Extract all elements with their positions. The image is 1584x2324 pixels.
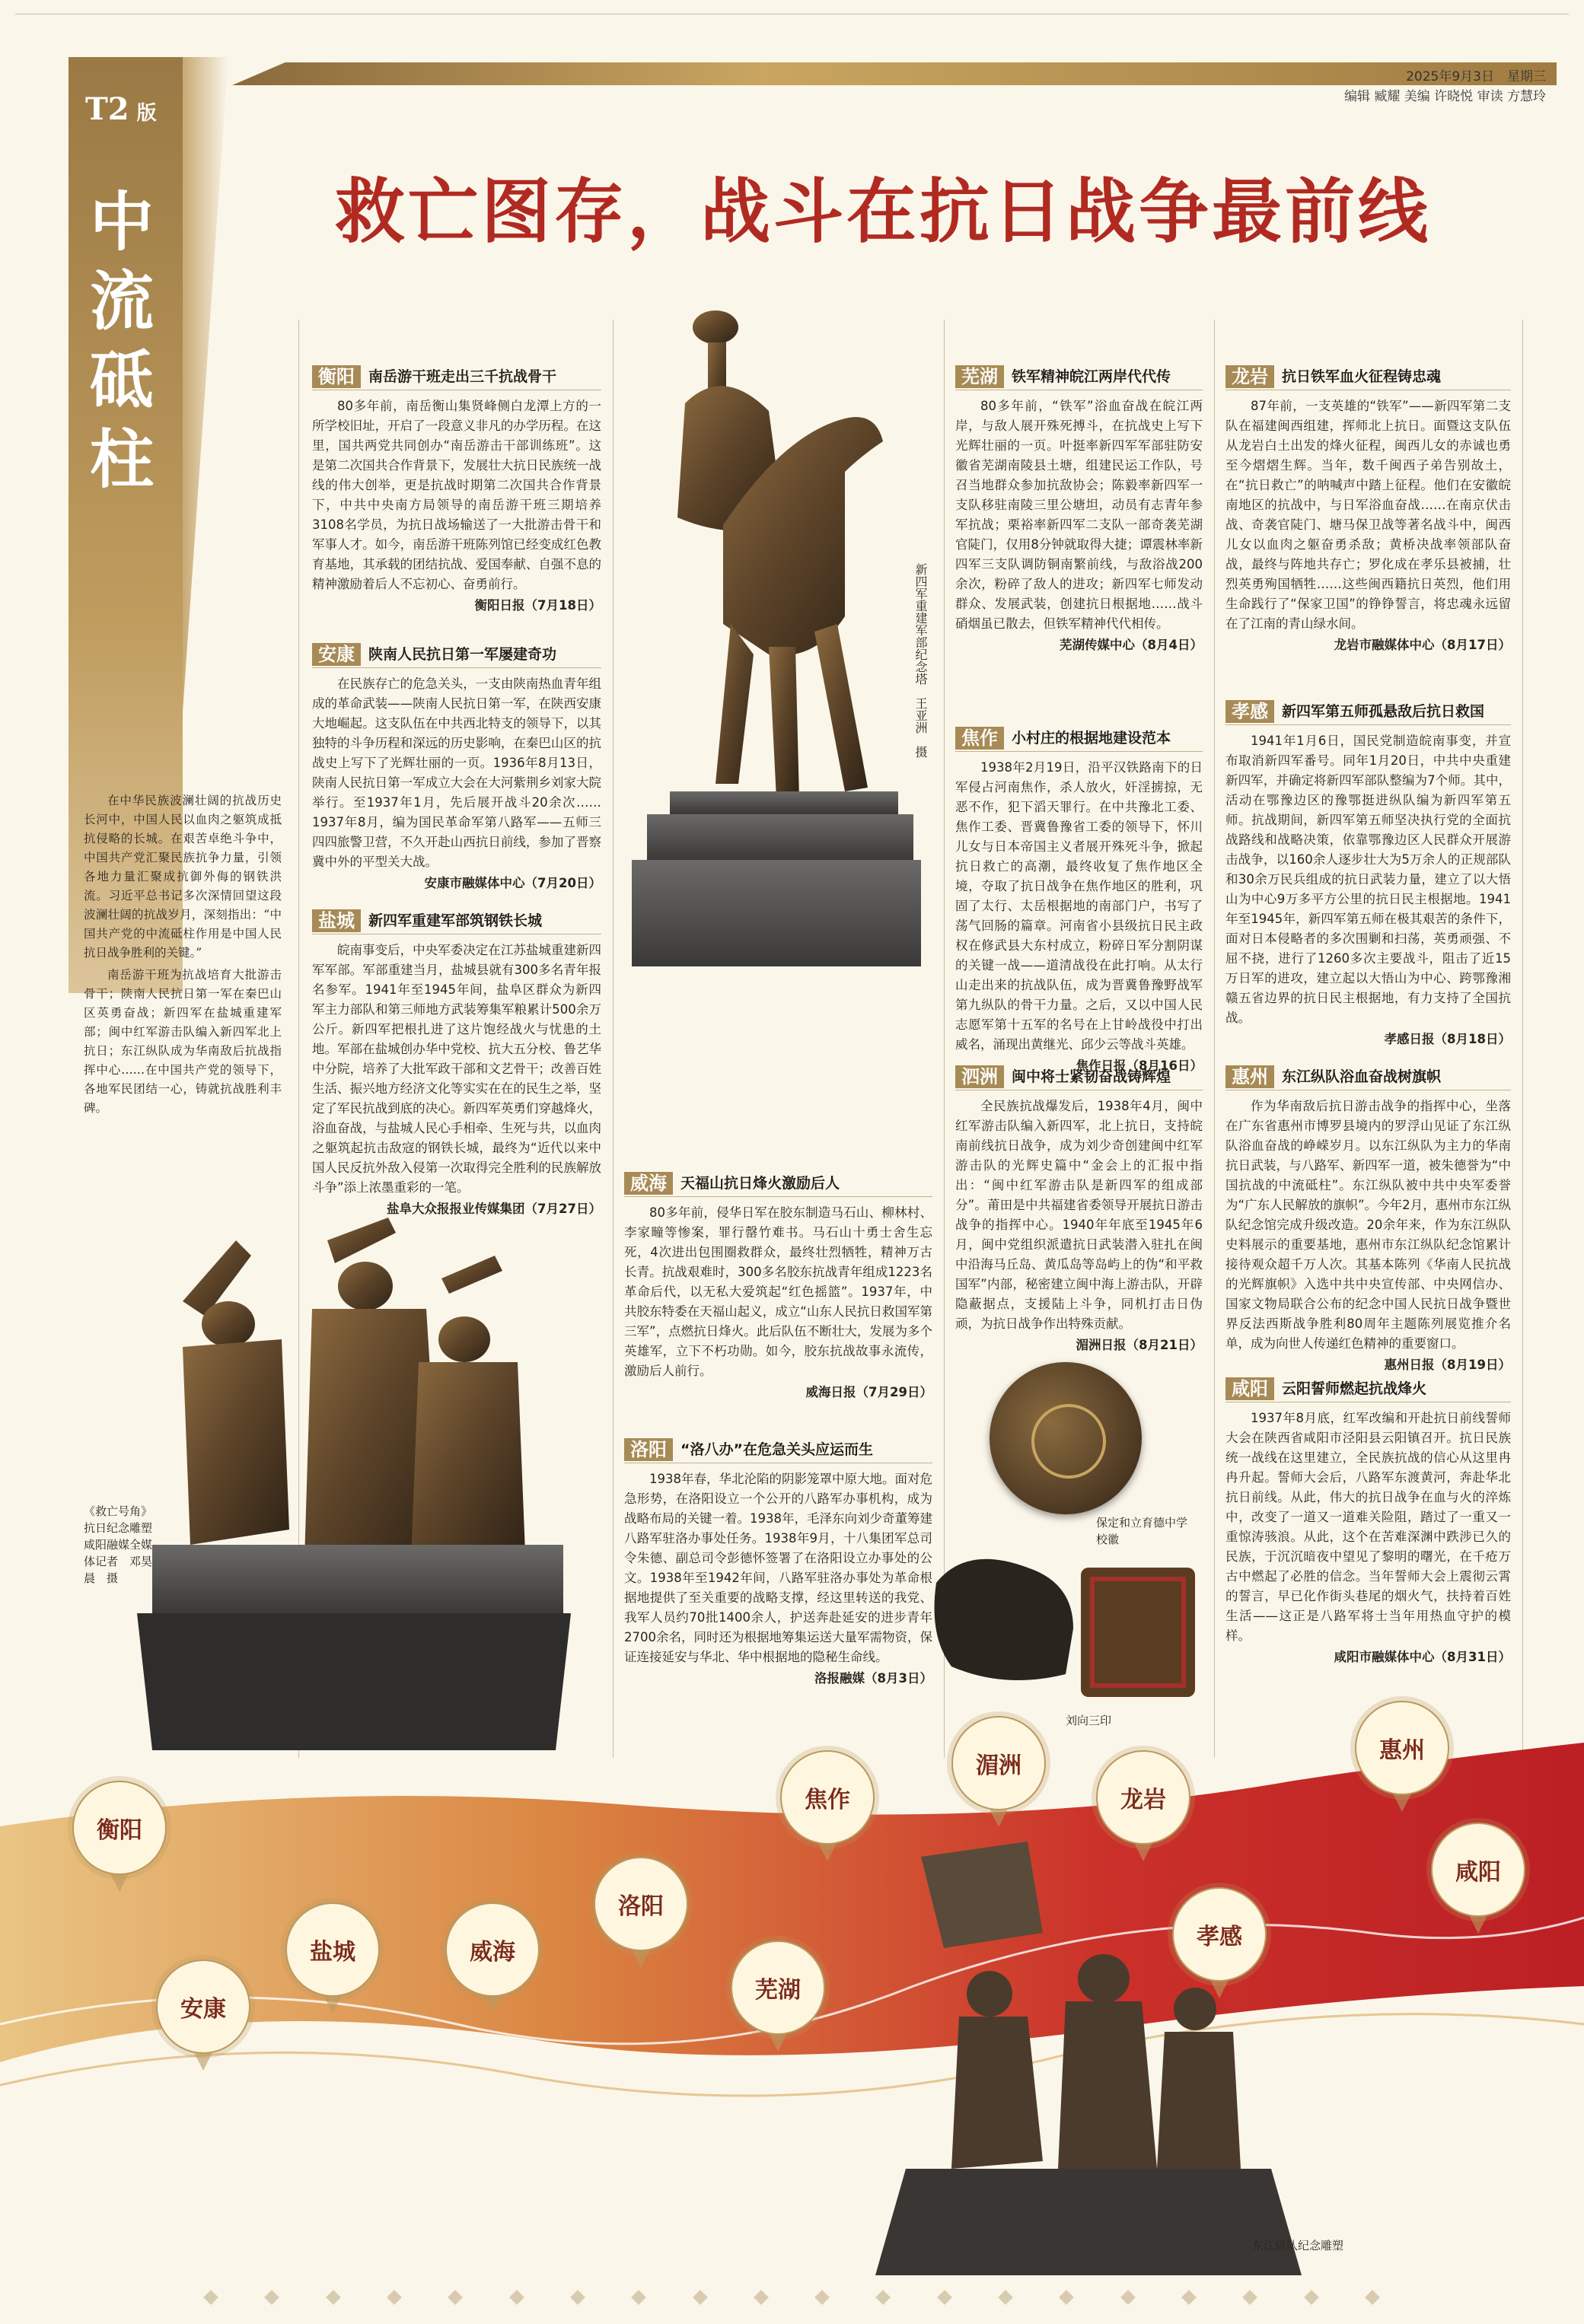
caption-center-statue: 新四军重建军部纪念塔 王亚洲 摄 (913, 563, 928, 758)
article-body: 80多年前，侵华日军在胶东制造马石山、柳林村、李家疃等惨案，罪行罄竹难书。马石山十勇士舍生忘死，4次进出包围圈救群众，最终壮烈牺牲，精神万古长青。抗战艰难时，300多名胶东抗战青年组成1223名革命后代，以无私大爱筑起“红色摇篮”。1937年，中共胶东特委在天福山起义，成立“山东人民抗日救国军第三军”，点燃抗日烽火。此后队伍不断壮大，发展为多个英雄军，立下不朽功勋。如今，胶东抗战故事永流传，激励后人前行。 (624, 1205, 932, 1378)
article-title: “洛八办”在危急关头应运而生 (680, 1441, 873, 1458)
article-huizhou (1225, 1065, 1511, 1375)
timeline-node-huizhou: 惠州 (1355, 1701, 1449, 1795)
timeline-node-jiaozuo: 焦作 (780, 1750, 875, 1845)
article-weihai (624, 1172, 932, 1402)
timeline-node-weihai: 威海 (445, 1902, 540, 1997)
timeline-node-wuhu: 芜湖 (731, 1940, 825, 2035)
article-source: 湄洲日报（8月21日） (1076, 1338, 1203, 1352)
timeline-node-xiaogan: 孝感 (1172, 1887, 1267, 1982)
seal-photo (921, 1537, 1203, 1705)
timeline-node-yancheng: 盐城 (285, 1902, 380, 1997)
article-title: 抗日铁军血火征程铸忠魂 (1282, 368, 1442, 385)
article-title: 小村庄的根据地建设范本 (1012, 730, 1171, 747)
intro-paragraph: 南岳游干班为抗战培育大批游击骨干；陕南人民抗日第一军在秦巴山区英勇奋战；新四军在盐城重建军部；闽中红军游击队编入新四军北上抗日；东江纵队成为华南敌后抗战指挥中心……在中国共产党的领导下，各地军民团结一心，铸就抗战胜利丰碑。 (84, 968, 282, 1115)
article-body: 皖南事变后，中央军委决定在江苏盐城重建新四军军部。军部重建当月，盐城县就有300多名青年报名参军。1941年至1945年间，盐阜区群众为新四军主力部队和第三师地方武装筹集军粮累计500余万公斤。新四军把根扎进了这片饱经战火与忧患的土地。军部在盐城创办华中党校、抗大五分校、鲁艺华中分院，培养了大批军政干部和文艺骨干；改善百姓生活、振兴地方经济文化等实实在在的民生之举，坚定了军民抗战到底的决心。新四军英勇们穿越烽火，浴血奋战，与盐城人民心手相牵、生死与共，以血肉之躯筑起抗击敌寇的钢铁长城，最终为“近代以来中国人民反抗外敌入侵第一次取得完全胜利的民族解放斗争”添上浓墨重彩的一笔。 (312, 943, 601, 1195)
timeline-node-ankang: 安康 (156, 1959, 250, 2054)
article-body: 1941年1月6日，国民党制造皖南事变，并宣布取消新四军番号。同年1月20日，中共中央重建新四军，并确定将新四军部队整编为7个师。其中，活动在鄂豫边区的豫鄂挺进纵队编为新四军第五师。抗战期间，新四军第五师坚决执行党的全面抗战路线和战略决策，依靠鄂豫边区人民群众开展游击战争，以160余人逐步壮大为5万余人的正规部队和30余万民兵组成的抗日武装力量，建立了以大悟山为中心9万多平方公里的抗日民主根据地。1941年至1945年，新四军第五师在极其艰苦的条件下，面对日本侵略者的多次围剿和扫荡，英勇顽强、不屈不挠，进行了1260多次主要战斗，阻击了近15万日军的进攻，建立起以大悟山为中心、跨鄂豫湘赣五省边界的抗日民主根据地，有力支持了全国抗战。 (1225, 734, 1511, 1025)
article-longyan (1225, 365, 1511, 655)
article-source: 威海日报（7月29日） (805, 1385, 932, 1399)
badge-coin-photo (990, 1362, 1142, 1514)
column-title: 中流砥柱 (90, 184, 158, 497)
article-wuhu (955, 365, 1203, 655)
article-luoyang (624, 1438, 932, 1689)
article-hengyang (312, 365, 601, 616)
article-source: 孝感日报（8月18日） (1384, 1032, 1511, 1046)
header-gold-bar (232, 62, 1557, 85)
place-tag: 盐城 (312, 909, 361, 932)
caption-bottom-statue: 东江纵队纪念雕塑 (1252, 2239, 1344, 2252)
place-tag: 洛阳 (624, 1438, 673, 1461)
article-ankang (312, 643, 601, 893)
timeline-node-hengyang: 衡阳 (72, 1781, 167, 1875)
issue-date: 2025年9月3日 星期三 (1406, 69, 1546, 84)
article-source: 洛报融媒（8月3日） (814, 1671, 932, 1686)
article-title: 新四军重建军部筑钢铁长城 (368, 912, 543, 929)
place-tag: 衡阳 (312, 365, 361, 388)
column-rule (1214, 320, 1215, 1758)
article-title: 东江纵队浴血奋战树旗帜 (1282, 1068, 1442, 1085)
article-body: 80多年前，“铁军”浴血奋战在皖江两岸，与敌人展开殊死搏斗，在抗战史上写下光辉壮丽的一页。叶挺率新四军军部驻防安徽省芜湖南陵县土塘，组建民运工作队，号召当地群众参加抗敌协会；陈毅率新四军一支队移驻南陵三里公塘坦，动员有志青年参军抗战；栗裕率新四军二支队一部奇袭芜湖官陡门，仅用8分钟就取得大捷；谭震林率新四军三支队调防铜南繁前线，与敌浴战200余次，粉碎了敌人的进攻；新四军七师发动群众、发展武装，创建抗日根据地……战斗硝烟虽已散去，但铁军精神代代相传。 (955, 399, 1203, 631)
place-tag: 龙岩 (1225, 365, 1274, 388)
page-headline: 救亡图存，战斗在抗日战争最前线 (335, 170, 1432, 253)
place-tag: 安康 (312, 643, 361, 666)
caption-left-statue: 《救亡号角》抗日纪念雕塑 咸阳融媒全媒体记者 邓昊晨 摄 (84, 1504, 153, 1585)
place-tag: 泗洲 (955, 1065, 1004, 1088)
article-source: 衡阳日报（7月18日） (474, 598, 601, 613)
place-tag: 芜湖 (955, 365, 1004, 388)
article-title: 铁军精神皖江两岸代代传 (1012, 368, 1171, 385)
place-tag: 焦作 (955, 727, 1004, 750)
article-title: 云阳誓师燃起抗战烽火 (1282, 1380, 1427, 1397)
article-title: 闽中将士紧韧奋战铸辉煌 (1012, 1068, 1171, 1085)
article-body: 在民族存亡的危急关头，一支由陕南热血青年组成的革命武装——陕南人民抗日第一军，在陕西安康大地崛起。这支队伍在中共西北特支的领导下，以其独特的斗争历程和深远的历史影响，在秦巴山区的抗战史上写下了光辉壮丽的一页。1936年8月13日，陕南人民抗日第一军成立大会在大河紫荆乡刘家大院举行。至1937年1月，先后展开战斗20余次……1937年8月，编为国民革命军第八路军——五师三四四旅警卫营，不久开赴山西抗日前线，参加了晋察冀中外的平型关大战。 (312, 677, 601, 869)
caption-coin: 保定和立育德中学校徽 (1096, 1516, 1188, 1546)
place-tag: 惠州 (1225, 1065, 1274, 1088)
column-banner-fade (183, 57, 228, 712)
article-title: 新四军第五师孤悬敌后抗日救国 (1282, 703, 1485, 720)
timeline-node-meizhou: 湄洲 (951, 1716, 1046, 1810)
column-rule (1522, 320, 1523, 1758)
article-body: 80多年前，南岳衡山集贤峰侧白龙潭上方的一所学校旧址，开启了一段意义非凡的办学历程。在这里，国共两党共同创办“南岳游击干部训练班”。这是第二次国共合作背景下，发展壮大抗日民族统一战线的伟大创举，更是抗战时期第二次国共合作背景下，中共中央南方局领导的南岳游干班三期培养3108名学员，为抗日战场输送了一大批游击骨干和军事人才。如今，南岳游干班陈列馆已经变成红色教育基地，其承载的团结抗战、爱国奉献、自强不息的精神激励着后人不忘初心、奋勇前行。 (312, 399, 601, 591)
intro-text (84, 791, 282, 1121)
article-meizhou (955, 1065, 1203, 1355)
article-xianyang (1225, 1377, 1511, 1667)
article-source: 龙岩市融媒体中心（8月17日） (1334, 638, 1511, 652)
article-jiaozuo (955, 727, 1203, 1076)
article-xiaogan (1225, 700, 1511, 1049)
bottom-ornament-row (206, 2292, 1378, 2307)
article-title: 陕南人民抗日第一军屡建奇功 (368, 646, 557, 663)
place-tag: 咸阳 (1225, 1377, 1274, 1400)
timeline-node-longyan: 龙岩 (1096, 1750, 1190, 1845)
article-source: 咸阳市融媒体中心（8月31日） (1334, 1650, 1511, 1664)
statue-photo-left (137, 1210, 571, 1750)
article-body: 全民族抗战爆发后，1938年4月，闽中红军游击队编入新四军，北上抗日，支持皖南前线抗日战争，成为刘少奇创建闽中红军游击队的光辉史篇中“金会上的汇报中指出：“闽中红军游击队是新四军的组成部分”。莆田是中共福建省委领导开展抗日游击战争的指挥中心。1940年年底至1945年6月，闽中党组织派遣抗日武装潜入驻扎在闽中沿海马丘岛、黄瓜岛等岛屿上的伪“和平救国军”内部，秘密建立闽中海上游击队，开辟隐蔽据点，支援陆上斗争，同机打击日伪顽，为抗日战争作出特殊贡献。 (955, 1099, 1203, 1331)
statue-photo-center (617, 297, 921, 997)
place-tag: 孝感 (1225, 700, 1274, 723)
article-source: 芜湖传媒中心（8月4日） (1060, 638, 1203, 652)
timeline-node-xianyang: 咸阳 (1431, 1823, 1525, 1917)
article-source: 安康市融媒体中心（7月20日） (424, 876, 601, 890)
place-tag: 威海 (624, 1172, 673, 1195)
timeline-node-luoyang: 洛阳 (594, 1857, 688, 1951)
article-yancheng (312, 909, 601, 1219)
intro-paragraph: 在中华民族波澜壮阔的抗战历史长河中，中国人民以血肉之躯筑成抵抗侵略的长城。在艰苦卓绝斗争中，中国共产党汇聚民族抗争力量，引领各地力量汇聚成抗御外侮的钢铁洪流。习近平总书记多次深情回望这段波澜壮阔的抗战岁月，深刻指出：“中国共产党的中流砥柱作用是中国人民抗日战争胜利的关键。” (84, 794, 282, 960)
article-source: 焦作日报（8月16日） (1076, 1059, 1203, 1073)
column-rule (613, 320, 614, 1758)
article-body: 1938年春，华北沦陷的阴影笼罩中原大地。面对危急形势，在洛阳设立一个公开的八路军办事机构，成为战略布局的关键一着。1938年，毛泽东向刘少奇董筹建八路军驻洛办事处任务。1938年9月，十八集团军总司令朱德、副总司令彭德怀签署了在洛阳设立办事处的公文。1938年至1942年间，八路军驻洛办事处为革命根据地提供了至关重要的战略支撑，经这里转送的我党、我军人员约70批1400余人，护送奔赴延安的进步青年2700余名，同时还为根据地筹集运送大量军需物资，保证连接延安与华北、华中根据地的隐秘生命线。 (624, 1472, 932, 1664)
article-title: 南岳游干班走出三千抗战骨干 (368, 368, 557, 385)
article-source: 盐阜大众报报业传媒集团（7月27日） (387, 1202, 601, 1216)
article-body: 87年前，一支英雄的“铁军”——新四军第二支队在福建闽西组建，挥师北上抗日。面暨这支队伍从龙岩白土出发的烽火征程，闽西儿女的赤诚也勇至今熠熠生辉。当年，数千闽西子弟告别故土，在“抗日救亡”的呐喊声中踏上征程。他们在安徽皖南地区的抗战中，与日军浴血奋战……在南京伏击战、奇袭官陡门、塘马保卫战等著名战斗中，闽西儿女以血肉之躯奋勇杀敌；黄桥决战率领部队奋战，最终与阵地共存亡；罗化成在孝乐县被捕，壮烈英勇殉国牺牲……这些闽西籍抗日英烈，他们用生命践行了“保家卫国”的铮铮誓言，将忠魂永远留在了江南的青山绿水间。 (1225, 399, 1511, 631)
article-body: 作为华南敌后抗日游击战争的指挥中心，坐落在广东省惠州市博罗县境内的罗浮山见证了东江纵队浴血奋战的峥嵘岁月。以东江纵队为主力的华南抗日武装，与八路军、新四军一道，被朱德誉为“中国抗战的中流砥柱”。东江纵队被中共中央军委誉为“广东人民解放的旗帜”。今年2月，惠州市东江纵队纪念馆完成升级改造。20余年来，作为东江纵队史料展示的重要基地，惠州市东江纵队纪念馆累计接待观众超千万人次。其基本陈列《华南人民抗战的光辉旗帜》入选中共中央宣传部、中央网信办、国家文物局联合公布的纪念中国人民抗日战争暨世界反法西斯战争胜利80周年主题陈列展览推介名单，成为向世人传递红色精神的重要窗口。 (1225, 1099, 1511, 1351)
buglers-statue-illustration (137, 1210, 571, 1750)
seal-illustration (921, 1537, 1203, 1705)
article-body: 1938年2月19日，沿平汉铁路南下的日军侵占河南焦作，杀人放火，奸淫掳掠，无恶不作，犯下滔天罪行。在中共豫北工委、焦作工委、晋冀鲁豫省工委的领导下，怀川儿女与日本帝国主义者展开殊死斗争，掀起抗日救亡的高潮，最终收复了焦作地区全境，夺取了抗日战争在焦作地区的胜利，巩固了太行、太岳根据地的南部门户，书写了荡气回肠的篇章。河南省小县级抗日民主政权在修武县大东村成立，粉碎日军分割阴谋的关键一战——道清战役在此打响。从太行山走出来的抗战队伍，成为晋冀鲁豫野战军第九纵队的骨干力量。之后，又以中国人民志愿军第十五军的名号在上甘岭战役中打出威名，涌现出黄继光、邱少云等战斗英雄。 (955, 760, 1203, 1052)
caption-seal: 刘向三印 (1066, 1714, 1112, 1727)
article-source: 惠州日报（8月19日） (1384, 1358, 1511, 1372)
equestrian-statue-illustration (617, 297, 921, 997)
edition-label: T2 版 (85, 91, 157, 127)
editor-credits: 编辑 臧耀 美编 许晓悦 审读 方慧玲 (1343, 89, 1546, 104)
article-title: 天福山抗日烽火激励后人 (680, 1175, 840, 1192)
article-body: 1937年8月底，红军改编和开赴抗日前线誓师大会在陕西省咸阳市泾阳县云阳镇召开。抗日民族统一战线在这里建立，全民族抗战的信心从这里冉冉升起。誓师大会后，八路军东渡黄河，奔赴华北抗日前线。从此，伟大的抗日战争在血与火的淬炼中，改变了一道又一道难关险阻，踏过了一重又一重惊涛骇浪。从此，这个在苦难深渊中跌涉已久的民族，于沉沉暗夜中望见了黎明的曙光，在千疮万古中燃起了必胜的信念。当年誓师大会上震彻云霄的誓言，早已化作街头巷尾的烟火气，扶持着百姓生活——这正是八路军将士当年用热血守护的模样。 (1225, 1411, 1511, 1643)
